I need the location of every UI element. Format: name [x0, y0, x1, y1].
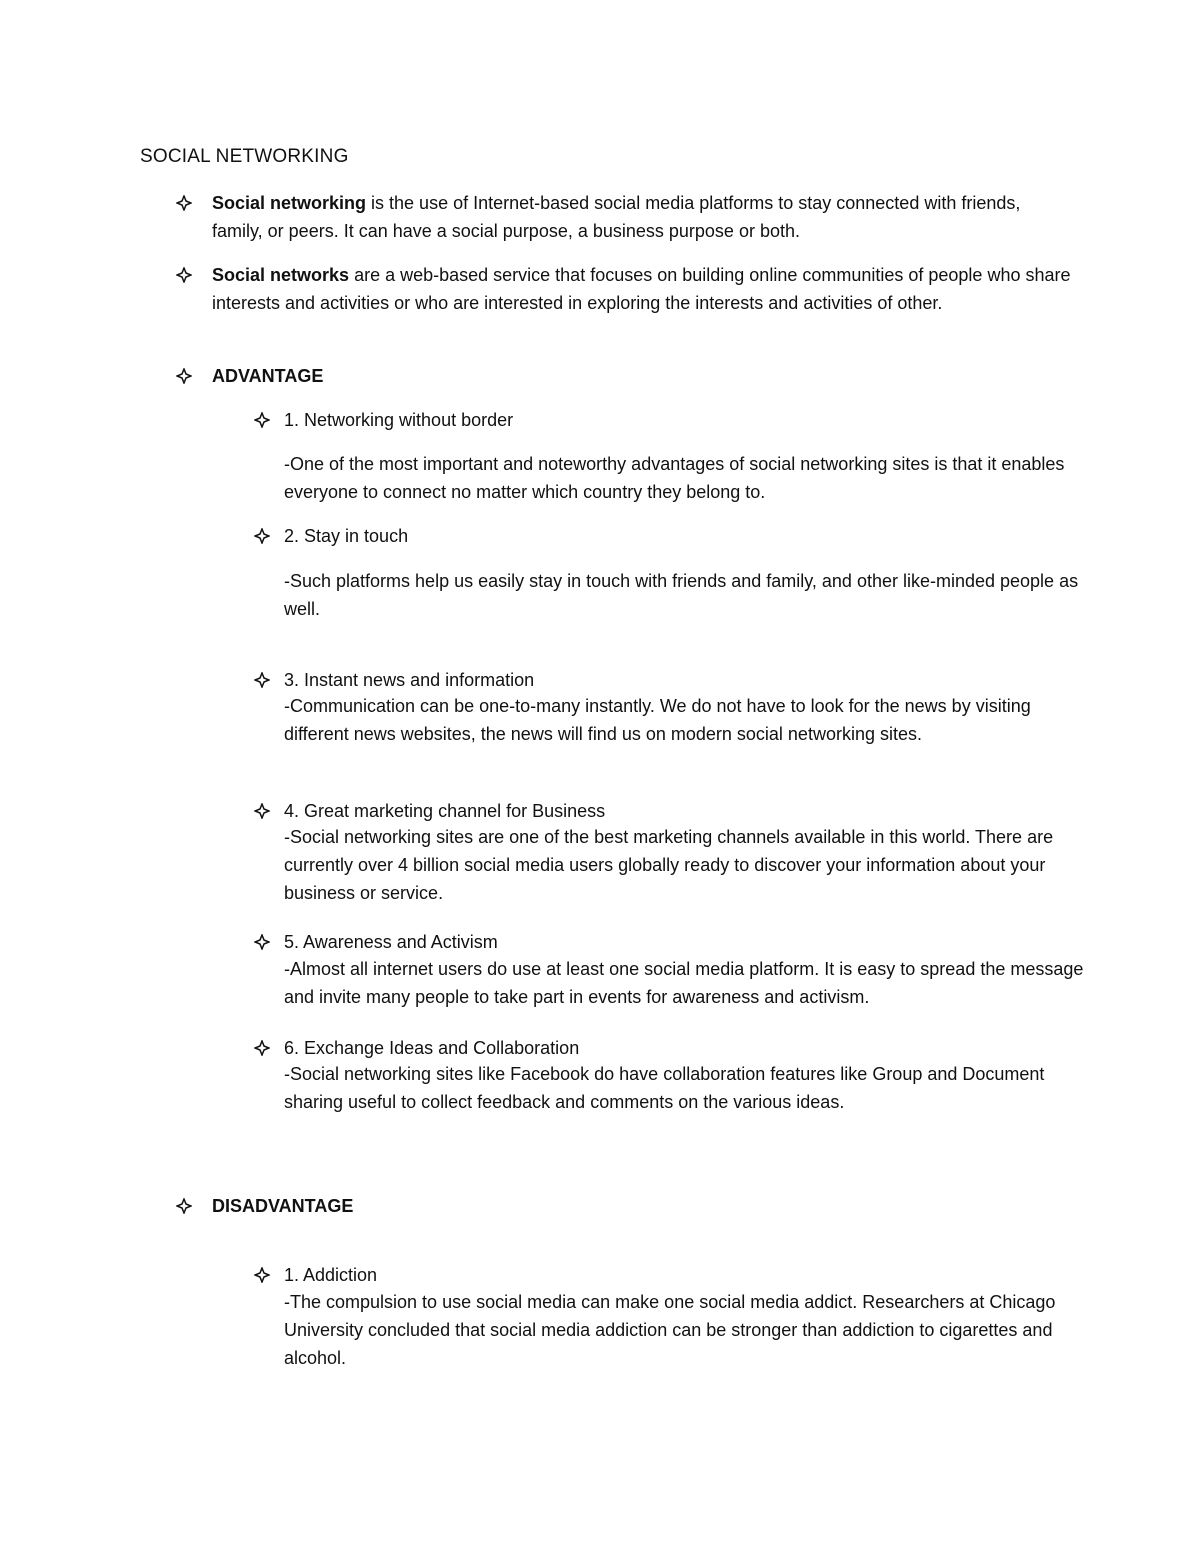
intro-term: Social networking: [212, 193, 367, 213]
advantage-item: [284, 928, 1084, 956]
advantage-title: 1. Networking without border: [284, 410, 514, 430]
diamond-bullet-icon: [254, 528, 270, 544]
diamond-bullet-icon: [176, 195, 192, 211]
intro-text: are a web-based service that focuses on building online communities of people who share interests and activities or who are interested in exploring the interests and activities of other.: [212, 265, 1071, 313]
disadvantage-item: [284, 1261, 1084, 1289]
advantage-item: [284, 666, 1084, 694]
diamond-bullet-icon: [254, 1040, 270, 1056]
advantage-title: 5. Awareness and Activism: [284, 932, 498, 952]
diamond-bullet-icon: [176, 267, 192, 283]
advantage-title: 4. Great marketing channel for Business: [284, 801, 606, 821]
advantage-title: 2. Stay in touch: [284, 526, 409, 546]
disadvantage-heading-text: DISADVANTAGE: [212, 1196, 354, 1216]
advantage-description: -Almost all internet users do use at least one social media platform. It is easy to spread the message and invite many people to take part in events for awareness and activism.: [284, 959, 1084, 1007]
diamond-bullet-icon: [176, 1198, 192, 1214]
advantage-description: -Communication can be one-to-many instantly. We do not have to look for the news by visiting different news websites, the news will find us on modern social networking sites.: [284, 696, 1031, 744]
advantage-description: -One of the most important and noteworthy advantages of social networking sites is that it enables everyone to connect no matter which country they belong to.: [284, 454, 1065, 502]
advantage-item: [284, 522, 1084, 550]
advantage-section-heading: [212, 362, 1072, 390]
page-title: SOCIAL NETWORKING: [140, 146, 349, 167]
advantage-description: -Social networking sites like Facebook do have collaboration features like Group and Document sharing useful to collect feedback and comments on the various ideas.: [284, 1064, 1045, 1112]
intro-item: [212, 261, 1072, 317]
diamond-bullet-icon: [176, 368, 192, 384]
intro-text: is the use of Internet-based social media platforms to stay connected with friends, family, or peers. It can have a social purpose, a business purpose or both.: [212, 193, 1021, 241]
advantage-item: [284, 406, 1084, 434]
advantage-item: [284, 797, 1084, 825]
disadvantage-description: -The compulsion to use social media can make one social media addict. Researchers at Chicago University concluded that social media addiction can be stronger than addiction to cigarettes and alcohol.: [284, 1292, 1056, 1368]
intro-item: [212, 189, 1072, 245]
diamond-bullet-icon: [254, 672, 270, 688]
advantage-description: -Such platforms help us easily stay in touch with friends and family, and other like-minded people as well.: [284, 571, 1079, 619]
diamond-bullet-icon: [254, 934, 270, 950]
advantage-item: [284, 1034, 1084, 1062]
intro-term: Social networks: [212, 265, 350, 285]
diamond-bullet-icon: [254, 1267, 270, 1283]
disadvantage-title: 1. Addiction: [284, 1265, 378, 1285]
advantage-title: 6. Exchange Ideas and Collaboration: [284, 1038, 580, 1058]
disadvantage-section-heading: [212, 1192, 1072, 1220]
advantage-description: -Social networking sites are one of the best marketing channels available in this world. There are currently over 4 billion social media users globally ready to discover your information about your business or service.: [284, 827, 1054, 903]
diamond-bullet-icon: [254, 412, 270, 428]
advantage-title: 3. Instant news and information: [284, 670, 535, 690]
advantage-heading-text: ADVANTAGE: [212, 366, 324, 386]
diamond-bullet-icon: [254, 803, 270, 819]
